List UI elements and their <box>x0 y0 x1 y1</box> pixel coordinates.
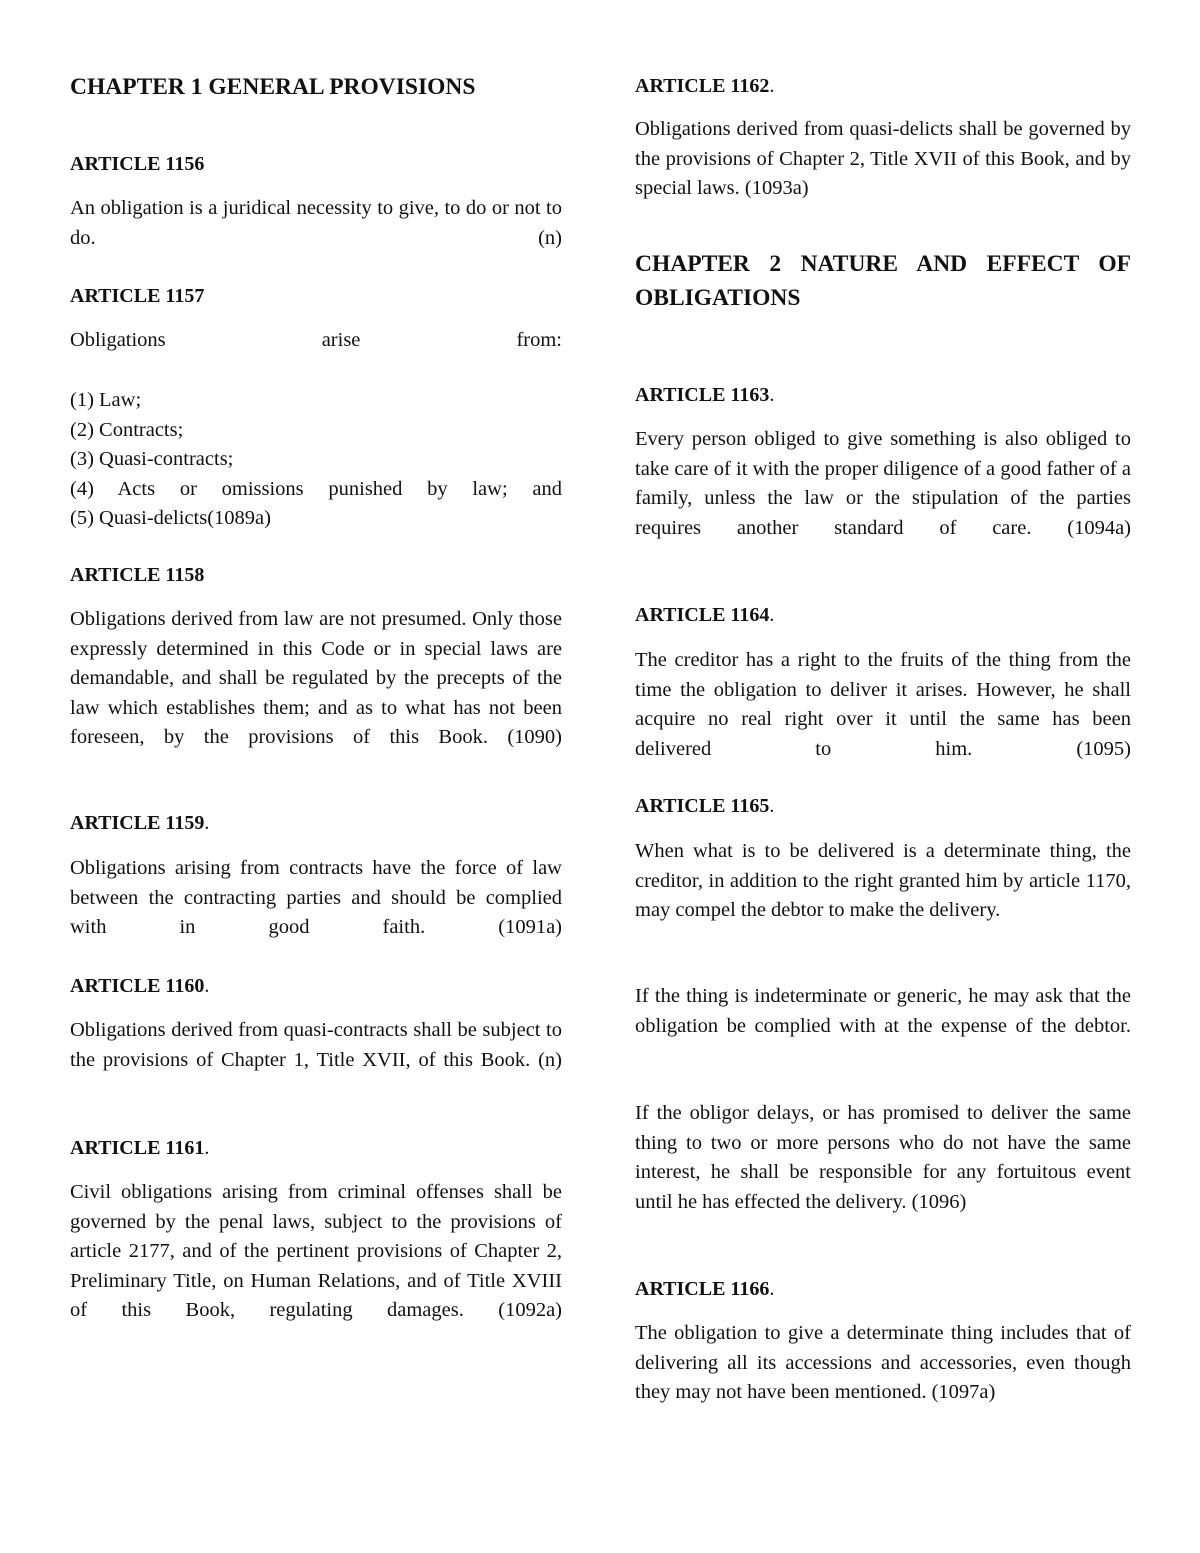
article-1159-text: Obligations arising from contracts have the force of law between the contracting parties and should be complied with in good faith. (1091a) <box>70 857 562 938</box>
chapter-2-title: CHAPTER 2 NATURE AND EFFECT OF OBLIGATIONS <box>635 251 1131 311</box>
article-1159-heading: ARTICLE 1159. <box>70 812 210 834</box>
article-1162-text: Obligations derived from quasi-delicts shall be governed by the provisions of Chapter 2, Title XVII of this Book, and by special laws. (1093a) <box>635 118 1131 199</box>
article-1166-text: The obligation to give a determinate thing includes that of delivering all its accessions and accessories, even though they may not have been mentioned. (1097a) <box>635 1322 1131 1403</box>
article-1161-heading: ARTICLE 1161. <box>70 1137 210 1159</box>
article-1160-heading: ARTICLE 1160. <box>70 975 210 997</box>
article-1164-text: The creditor has a right to the fruits of the thing from the time the obligation to deliver it arises. However, he shall acquire no real right over it until the same has been delivered to him. (1095) <box>635 649 1131 760</box>
article-1158-text: Obligations derived from law are not presumed. Only those expressly determined in this Code or in special laws are demandable, and shall be regulated by the precepts of the law which establishes them; and as to what has not been foreseen, by the provisions of this Book. (1090) <box>70 608 562 748</box>
article-1166-heading: ARTICLE 1166. <box>635 1278 775 1300</box>
list-item: (1) Law; <box>70 389 142 411</box>
article-1157-list <box>70 386 562 534</box>
article-1165-paragraph: If the thing is indeterminate or generic, he may ask that the obligation be complied with at the expense of the debtor. <box>635 985 1131 1037</box>
article-1165-heading: ARTICLE 1165. <box>635 795 775 817</box>
article-1158-heading: ARTICLE 1158 <box>70 564 205 586</box>
article-1160-text: Obligations derived from quasi-contracts shall be subject to the provisions of Chapter 1, Title XVII, of this Book. (n) <box>70 1019 562 1071</box>
article-1156-text: An obligation is a juridical necessity to give, to do or not to do. (n) <box>70 197 562 249</box>
article-1157-intro: Obligations arise from: <box>70 329 562 351</box>
article-1165-paragraph: When what is to be delivered is a determinate thing, the creditor, in addition to the right granted him by article 1170, may compel the debtor to make the delivery. <box>635 840 1131 921</box>
article-1163-text: Every person obliged to give something is also obliged to take care of it with the proper diligence of a good father of a family, unless the law or the stipulation of the parties requires another standard of care. (1094a) <box>635 428 1131 539</box>
article-1165-paragraph: If the obligor delays, or has promised to deliver the same thing to two or more persons who do not have the same interest, he shall be responsible for any fortuitous event until he has effected the delivery. (1096) <box>635 1102 1131 1213</box>
list-item: (3) Quasi-contracts; <box>70 448 234 470</box>
list-item: (4) Acts or omissions punished by law; and <box>70 477 562 500</box>
article-1164-heading: ARTICLE 1164. <box>635 604 775 626</box>
article-1156-heading: ARTICLE 1156 <box>70 153 205 175</box>
article-1161-text: Civil obligations arising from criminal offenses shall be governed by the penal laws, subject to the provisions of article 2177, and of the pertinent provisions of Chapter 2, Preliminary Title, on Human Relations, and of Title XVIII of this Book, regulating damages. (1092a) <box>70 1181 562 1321</box>
article-1157-heading: ARTICLE 1157 <box>70 285 205 307</box>
list-item: (5) Quasi-delicts(1089a) <box>70 507 271 529</box>
article-1163-heading: ARTICLE 1163. <box>635 384 775 406</box>
chapter-1-title: CHAPTER 1 GENERAL PROVISIONS <box>70 74 476 100</box>
list-item: (2) Contracts; <box>70 418 184 441</box>
article-1162-heading: ARTICLE 1162. <box>635 75 775 97</box>
